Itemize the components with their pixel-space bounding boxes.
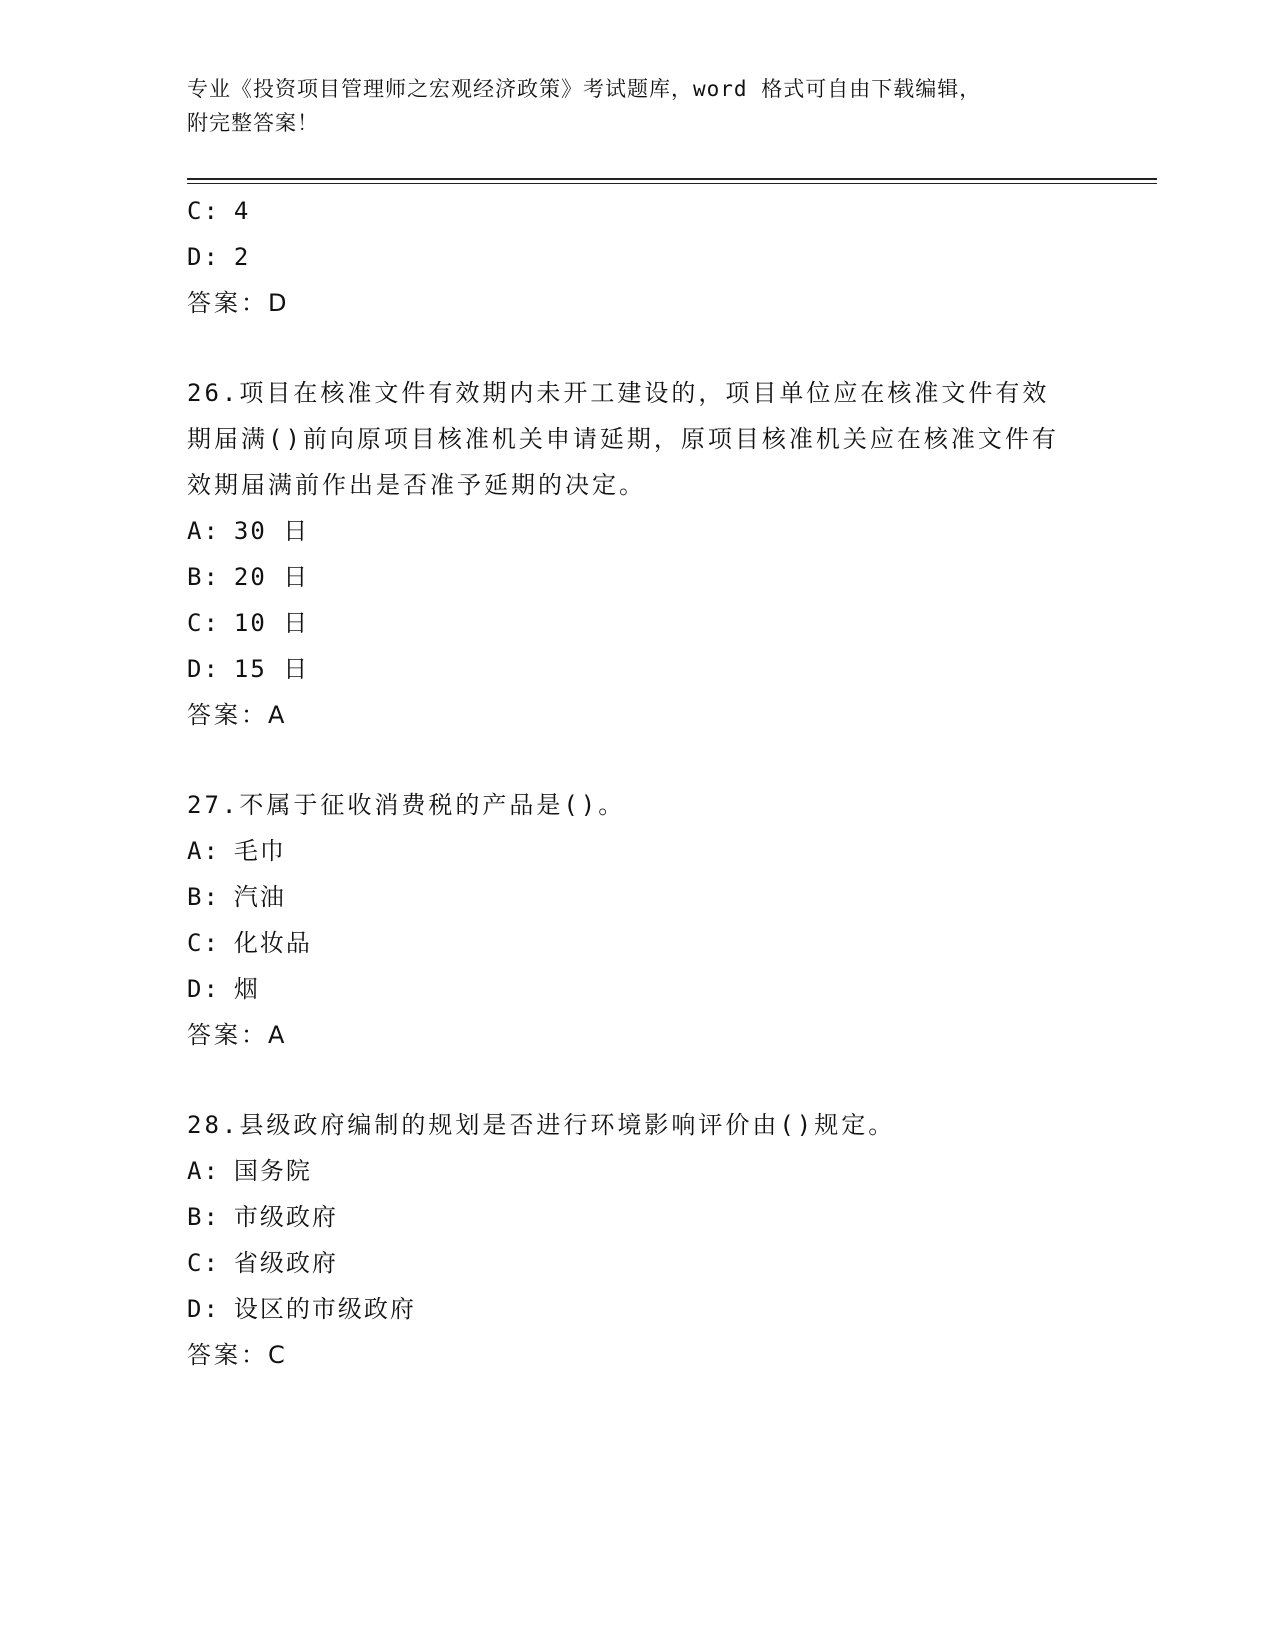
document-header: 专业《投资项目管理师之宏观经济政策》考试题库，word 格式可自由下载编辑， 附完整答案！ [187, 77, 982, 135]
option-key: D: [187, 975, 220, 1003]
answer: 答案：A [187, 701, 288, 729]
option-key: B: [187, 1203, 220, 1231]
option-d [187, 1286, 1087, 1332]
option-d [187, 646, 1087, 692]
option-key: D: [187, 243, 220, 271]
question-text: 28.县级政府编制的规划是否进行环境影响评价由()规定。 [187, 1111, 896, 1139]
option-value: 市级政府 [233, 1203, 338, 1231]
option-key: C: [187, 197, 220, 225]
option-a [187, 1148, 1087, 1194]
option-value: 15 日 [233, 655, 310, 683]
question-26 [187, 370, 1087, 738]
option-c [187, 188, 1087, 234]
option-value: 30 日 [233, 517, 310, 545]
header-rule-thin [187, 183, 1157, 184]
option-key: B: [187, 883, 220, 911]
option-value: 20 日 [233, 563, 310, 591]
option-value: 2 [233, 243, 251, 271]
option-value: 国务院 [233, 1157, 312, 1185]
option-value: 10 日 [233, 609, 310, 637]
option-key: D: [187, 655, 220, 683]
option-d [187, 966, 1087, 1012]
option-c [187, 920, 1087, 966]
option-key: B: [187, 563, 220, 591]
document-page [187, 0, 1087, 1650]
answer: 答案：C [187, 1341, 288, 1369]
option-value: 省级政府 [233, 1249, 338, 1277]
option-a [187, 828, 1087, 874]
question-text: 26.项目在核准文件有效期内未开工建设的，项目单位应在核准文件有效期届满()前向原项目核准机关申请延期，原项目核准机关应在核准文件有效期届满前作出是否准予延期的决定。 [187, 379, 1059, 499]
option-key: C: [187, 929, 220, 957]
option-value: 汽油 [233, 883, 286, 911]
option-b [187, 874, 1087, 920]
question-27 [187, 782, 1087, 1058]
option-key: A: [187, 837, 220, 865]
option-key: A: [187, 1157, 220, 1185]
option-c [187, 600, 1087, 646]
option-b [187, 1194, 1087, 1240]
option-b [187, 554, 1087, 600]
option-key: A: [187, 517, 220, 545]
option-d [187, 234, 1087, 280]
option-c [187, 1240, 1087, 1286]
option-value: 4 [233, 197, 251, 225]
option-value: 毛巾 [233, 837, 286, 865]
question-25-partial [187, 188, 1087, 326]
question-28 [187, 1102, 1087, 1378]
option-key: C: [187, 609, 220, 637]
question-text: 27.不属于征收消费税的产品是()。 [187, 791, 626, 819]
option-value: 烟 [233, 975, 260, 1003]
option-value: 设区的市级政府 [233, 1295, 416, 1323]
option-key: D: [187, 1295, 220, 1323]
option-a [187, 508, 1087, 554]
option-key: C: [187, 1249, 220, 1277]
question-list [187, 188, 1087, 1378]
header-rule [187, 178, 1157, 180]
answer: 答案：A [187, 1021, 288, 1049]
option-value: 化妆品 [233, 929, 312, 957]
answer: 答案：D [187, 289, 290, 317]
